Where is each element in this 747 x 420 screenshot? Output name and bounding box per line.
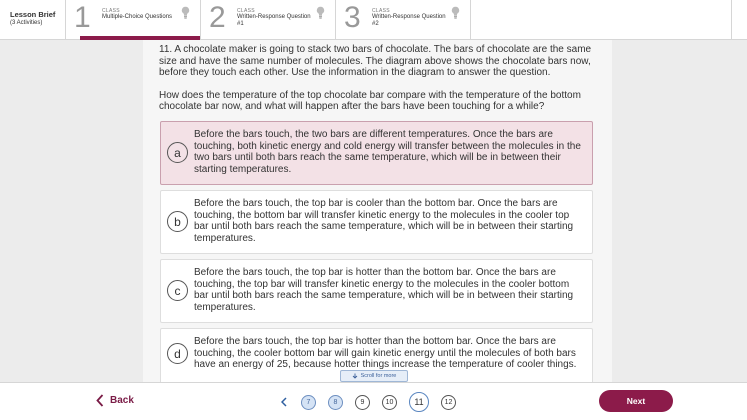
choice-letter-b: b: [167, 211, 188, 232]
choice-text-a: Before the bars touch, the two bars are different temperatures. Once the bars are touching, both kinetic energy and cold energy will transfer between the molecules in the two bars until both bars reach the same temperature, which will be in between their starting temperatures.: [194, 129, 581, 175]
page-10-button[interactable]: 10: [382, 395, 397, 410]
page-9-button[interactable]: 9: [355, 395, 370, 410]
choice-text-c: Before the bars touch, the top bar is hotter than the bottom bar. Once the bars are touching, the top bar will transfer kinetic energy to the molecules in the cooler bottom bar until both bars reach the same temperature, which will be in between their starting temperatures.: [194, 267, 574, 313]
activity-tab-1[interactable]: [66, 0, 201, 39]
question-intro: 11. A chocolate maker is going to stack two bars of chocolate. The bars of chocolate are the same size and have the same number of molecules. The diagram above shows the chocolate bars now, before they touch each other. Use the information in the diagram to answer the question.: [159, 44, 592, 78]
lightbulb-icon: [181, 6, 190, 20]
question-panel[interactable]: [143, 40, 612, 382]
choice-letter-c: c: [167, 280, 188, 301]
chevron-left-icon: [96, 394, 104, 407]
page-7-button[interactable]: 7: [301, 395, 316, 410]
activity-class-label: CLASS: [102, 8, 120, 14]
arrow-down-icon: [352, 373, 358, 379]
page-12-button[interactable]: 12: [441, 395, 456, 410]
activity-tab-2[interactable]: [201, 0, 336, 39]
page-8-button[interactable]: 8: [328, 395, 343, 410]
activity-header: [0, 0, 747, 40]
page-11-button[interactable]: 11: [409, 392, 429, 412]
scroll-for-more-button[interactable]: [340, 370, 408, 382]
activity-number: 1: [74, 1, 91, 34]
lesson-brief-subtitle: (3 Activities): [10, 20, 43, 26]
activity-name-number: #2: [372, 21, 379, 27]
back-button[interactable]: [96, 394, 134, 407]
header-spacer: [471, 0, 731, 39]
scroll-for-more-label: Scroll for more: [360, 373, 397, 379]
pager-prev-button[interactable]: [276, 394, 292, 410]
header-end-cap: [731, 0, 747, 39]
activity-name-number: #1: [237, 21, 244, 27]
activity-tab-3[interactable]: [336, 0, 471, 39]
lightbulb-icon: [316, 6, 325, 20]
answer-choice-a[interactable]: [160, 121, 593, 185]
choice-letter-a: a: [167, 142, 188, 163]
choice-text-d: Before the bars touch, the top bar is hotter than the bottom bar. Once the bars are touching, the cooler bottom bar will gain kinetic energy until the molecules of both bars have an energy of 25, because hotter things increase the temperature of cooler things.: [194, 336, 577, 370]
navigation-footer: [0, 382, 747, 420]
choice-text-b: Before the bars touch, the top bar is cooler than the bottom bar. Once the bars are touching, the bottom bar will transfer kinetic energy to the molecules in the cooler top bar until both bars reach the same temperature, which will be in between their starting temperatures.: [194, 198, 574, 244]
activity-number: 3: [344, 1, 361, 34]
back-label: Back: [110, 395, 134, 406]
activity-name: Multiple-Choice Questions: [102, 14, 173, 20]
chevron-left-icon: [281, 397, 287, 407]
activity-class-label: CLASS: [237, 8, 255, 14]
activity-name: Written-Response Question: [237, 14, 311, 20]
next-button[interactable]: Next: [599, 390, 673, 412]
activity-class-label: CLASS: [372, 8, 390, 14]
question-text: [143, 40, 612, 113]
activity-name: Written-Response Question: [372, 14, 446, 20]
activity-number: 2: [209, 1, 226, 34]
answer-choice-b[interactable]: [160, 190, 593, 254]
question-prompt: How does the temperature of the top chocolate bar compare with the temperature of the bottom chocolate bar now, and what will happen after the bars have been touching for a while?: [159, 89, 581, 112]
lesson-brief-title: Lesson Brief: [10, 10, 56, 19]
answer-choice-c[interactable]: [160, 259, 593, 323]
lightbulb-icon: [451, 6, 460, 20]
question-pager: [276, 392, 459, 412]
lesson-brief[interactable]: [0, 0, 66, 39]
choice-letter-d: d: [167, 343, 188, 364]
